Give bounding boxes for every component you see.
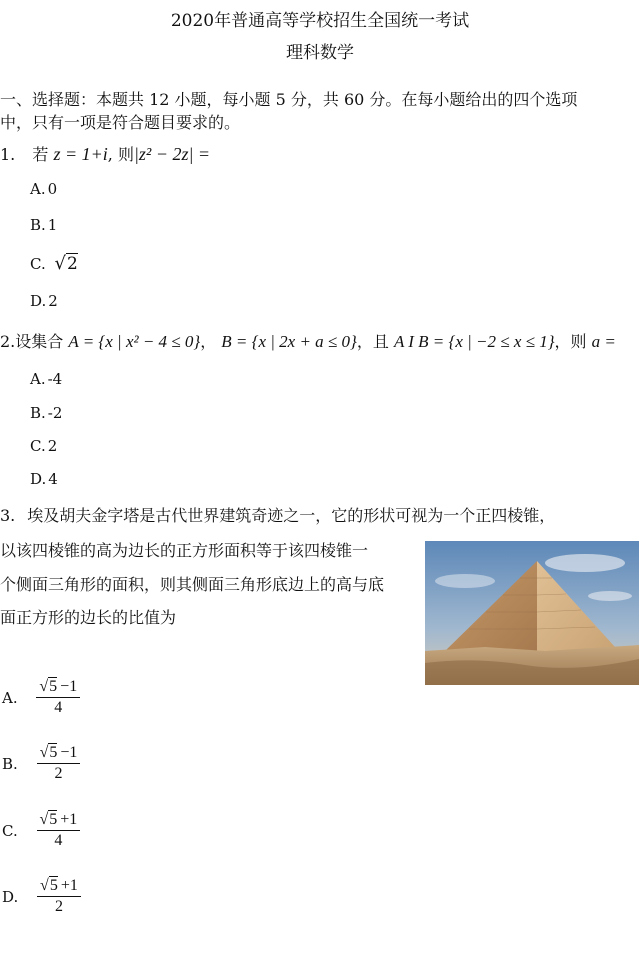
cloud [588,591,632,601]
sqrt-symbol: √ [40,877,49,894]
q3-option-a[interactable] [2,678,80,718]
radicand: 5 [49,877,58,894]
stem-text: ，则 [554,332,587,351]
radicand: 5 [49,744,58,761]
option-label: A. [30,370,46,388]
q1-option-a[interactable] [30,180,57,198]
fraction [37,744,81,784]
q1-option-c[interactable] [30,253,78,274]
option-label: C. [30,255,46,273]
radicand: 5 [49,811,58,828]
option-value: 4 [48,470,58,488]
option-value: 2 [47,437,58,455]
question-number: 3. [0,506,16,525]
fraction-numerator [36,678,80,698]
exam-subtitle: 理科数学 [286,43,354,63]
option-label: D. [2,887,19,906]
option-value: 0 [47,180,58,198]
option-label: B. [2,754,18,773]
sqrt-symbol: √ [39,744,49,761]
option-value: -2 [47,404,63,422]
sqrt-symbol: √ [39,811,49,828]
q3-option-d[interactable] [2,877,81,917]
option-label: D. [30,292,47,310]
intersection-math: A I B = {x | −2 ≤ x ≤ 1} [393,332,555,351]
pyramid-photo [425,541,639,685]
fraction-numerator [37,744,81,764]
cloud [435,574,495,588]
option-label: B. [30,216,46,234]
sqrt-symbol: √ [54,253,66,274]
fraction-denominator: 2 [54,898,63,916]
cloud [545,554,625,572]
stem-text: 设集合 [15,332,64,351]
option-value: 2 [66,254,78,274]
option-value: 2 [48,292,58,310]
q2-option-a[interactable] [30,370,62,388]
fraction [37,811,81,851]
q1-option-d[interactable] [30,292,58,310]
option-label: D. [30,470,47,488]
stem-math: z = 1+i [53,144,108,164]
fraction-denominator: 2 [54,765,63,783]
stem-text: , 则 [107,145,134,164]
option-label: A. [30,180,46,198]
section-intro-line2: 中，只有一项是符合题目要求的。 [0,113,241,132]
numerator-rest: −1 [60,744,78,761]
option-label: C. [30,437,46,455]
question-2-stem [0,329,616,352]
q2-option-b[interactable] [30,404,62,422]
q2-option-d[interactable] [30,470,58,488]
fraction [36,678,80,718]
q3-option-b[interactable] [2,744,80,784]
stem-text: ，且 [356,332,389,351]
question-3-line3: 个侧面三角形的面积，则其侧面三角形底边上的高与底 [0,575,385,594]
section-intro-line1: 一、选择题：本题共 12 小题，每小题 5 分，共 60 分。在每小题给出的四个选项 [0,90,578,109]
stem-text: ， [200,332,217,351]
ask-math: a = [591,332,616,351]
question-3-line2: 以该四棱锥的高为边长的正方形面积等于该四棱锥一 [0,541,369,560]
q1-option-b[interactable] [30,216,57,234]
sqrt-symbol: √ [39,678,49,695]
stem-math: |z² − 2z| = [133,144,211,164]
fraction-numerator [37,877,81,897]
set-b-math: B = {x | 2x + a ≤ 0} [221,332,357,351]
q3-option-c[interactable] [2,811,80,851]
q2-option-c[interactable] [30,437,57,455]
question-3-line4: 面正方形的边长的比值为 [0,608,177,627]
fraction-numerator [37,811,81,831]
option-label: B. [30,404,46,422]
question-3-line1 [0,503,555,526]
set-a-math: A = {x | x² − 4 ≤ 0} [68,332,201,351]
option-label: C. [2,821,18,840]
question-1-stem [0,142,210,165]
option-value: 1 [47,216,58,234]
option-value: -4 [47,370,63,388]
numerator-rest: +1 [60,811,78,828]
fraction-denominator: 4 [54,699,63,717]
stem-text: 埃及胡夫金字塔是古代世界建筑奇迹之一，它的形状可视为一个正四棱锥， [27,506,556,525]
pyramid-illustration [425,541,639,685]
fraction [37,877,81,917]
fraction-denominator: 4 [54,832,63,850]
exam-title: 2020年普通高等学校招生全国统一考试 [170,11,470,31]
numerator-rest: +1 [60,877,78,894]
option-label: A. [2,688,18,707]
question-number: 1. [0,145,16,164]
question-number: 2. [0,332,16,351]
radicand: 5 [49,678,58,695]
numerator-rest: −1 [60,678,78,695]
stem-text: 若 [32,145,49,164]
